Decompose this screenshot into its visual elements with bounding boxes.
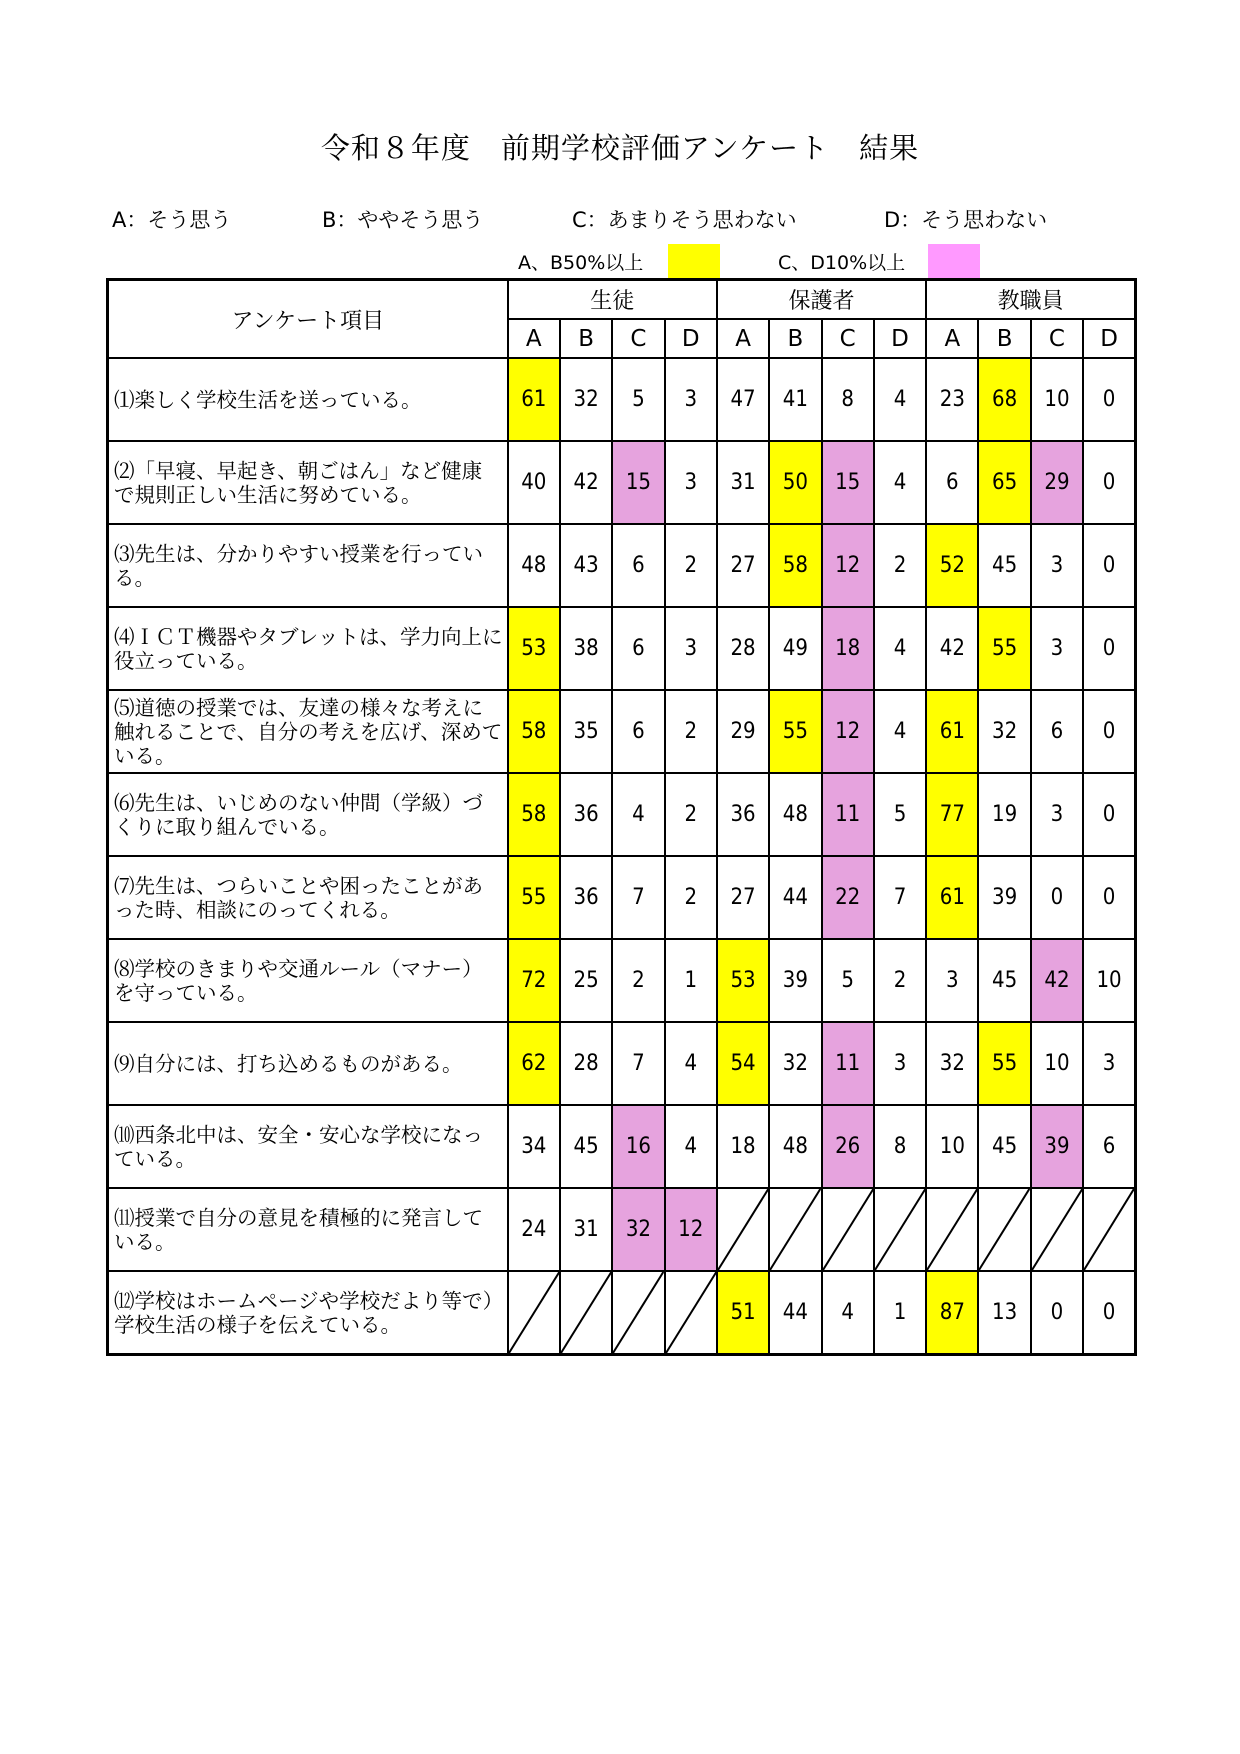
cell-staff-d: 0 bbox=[1083, 524, 1135, 607]
cell-students-d: 2 bbox=[665, 524, 717, 607]
cell-students-d: 3 bbox=[665, 441, 717, 524]
table-row bbox=[108, 1105, 1136, 1188]
cell-students-b: 31 bbox=[560, 1188, 612, 1271]
question-text: ⑽西条北中は、安全・安心な学校になっている。 bbox=[108, 1105, 508, 1188]
cell-students-a: 58 bbox=[508, 690, 560, 773]
cell-guardians-b: 48 bbox=[769, 1105, 821, 1188]
cell-students-a: 61 bbox=[508, 358, 560, 441]
cell-staff-c: 3 bbox=[1031, 773, 1083, 856]
question-text: ⑼自分には、打ち込めるものがある。 bbox=[108, 1022, 508, 1105]
cell-staff-d: 0 bbox=[1083, 441, 1135, 524]
cell-guardians-d: 4 bbox=[874, 690, 926, 773]
cell-staff-a: 32 bbox=[926, 1022, 978, 1105]
group-header-students: 生徒 bbox=[508, 280, 717, 320]
question-text: ⑿学校はホームページや学校だより等で）学校生活の様子を伝えている。 bbox=[108, 1271, 508, 1355]
cell-students-c: 2 bbox=[612, 939, 664, 1022]
cell-guardians-d: 5 bbox=[874, 773, 926, 856]
cell-staff-a: 6 bbox=[926, 441, 978, 524]
cell-guardians-a: 31 bbox=[717, 441, 769, 524]
cell-staff-a: 87 bbox=[926, 1271, 978, 1355]
cell-guardians-c: 4 bbox=[822, 1271, 874, 1355]
question-text: ⑵「早寝、早起き、朝ごはん」など健康で規則正しい生活に努めている。 bbox=[108, 441, 508, 524]
cell-guardians-a: 51 bbox=[717, 1271, 769, 1355]
cell-guardians-b: 58 bbox=[769, 524, 821, 607]
cell-students-a: 34 bbox=[508, 1105, 560, 1188]
table-row bbox=[108, 1022, 1136, 1105]
page-title: 令和８年度 前期学校評価アンケート 結果 bbox=[320, 131, 920, 165]
cell-students-a: 24 bbox=[508, 1188, 560, 1271]
legend-a: A：そう思う bbox=[112, 208, 232, 232]
not-applicable-cell bbox=[1031, 1188, 1083, 1271]
key-ab-swatch bbox=[668, 244, 720, 278]
cell-students-a: 55 bbox=[508, 856, 560, 939]
question-text: ⑹先生は、いじめのない仲間（学級）づくりに取り組んでいる。 bbox=[108, 773, 508, 856]
cell-students-b: 43 bbox=[560, 524, 612, 607]
legend-b: B：ややそう思う bbox=[322, 208, 484, 232]
cell-staff-c: 42 bbox=[1031, 939, 1083, 1022]
cell-staff-c: 3 bbox=[1031, 607, 1083, 690]
cell-guardians-d: 7 bbox=[874, 856, 926, 939]
question-text: ⑶先生は、分かりやすい授業を行っている。 bbox=[108, 524, 508, 607]
diagonal-slash-icon bbox=[927, 1189, 977, 1270]
question-text: ⑾授業で自分の意見を積極的に発言している。 bbox=[108, 1188, 508, 1271]
cell-students-c: 7 bbox=[612, 1022, 664, 1105]
cell-staff-c: 0 bbox=[1031, 1271, 1083, 1355]
cell-students-d: 2 bbox=[665, 690, 717, 773]
table-row bbox=[108, 939, 1136, 1022]
cell-guardians-c: 15 bbox=[822, 441, 874, 524]
cell-students-d: 2 bbox=[665, 856, 717, 939]
table-row bbox=[108, 358, 1136, 441]
not-applicable-cell bbox=[560, 1271, 612, 1355]
cell-staff-b: 45 bbox=[978, 939, 1030, 1022]
sub-header-d: D bbox=[1083, 319, 1135, 358]
cell-students-a: 48 bbox=[508, 524, 560, 607]
cell-students-a: 62 bbox=[508, 1022, 560, 1105]
not-applicable-cell bbox=[508, 1271, 560, 1355]
cell-students-b: 28 bbox=[560, 1022, 612, 1105]
sub-header-d: D bbox=[665, 319, 717, 358]
diagonal-slash-icon bbox=[666, 1272, 716, 1353]
diagonal-slash-icon bbox=[875, 1189, 925, 1270]
cell-students-b: 25 bbox=[560, 939, 612, 1022]
legend-c: C：あまりそう思わない bbox=[572, 208, 797, 232]
not-applicable-cell bbox=[612, 1271, 664, 1355]
cell-guardians-b: 44 bbox=[769, 856, 821, 939]
cell-guardians-b: 55 bbox=[769, 690, 821, 773]
cell-students-a: 72 bbox=[508, 939, 560, 1022]
cell-guardians-c: 18 bbox=[822, 607, 874, 690]
cell-students-c: 16 bbox=[612, 1105, 664, 1188]
question-text: ⑸道徳の授業では、友達の様々な考えに触れることで、自分の考えを広げ、深めている。 bbox=[108, 690, 508, 773]
cell-guardians-d: 4 bbox=[874, 607, 926, 690]
not-applicable-cell bbox=[769, 1188, 821, 1271]
key-ab-label: A、B50%以上 bbox=[518, 252, 644, 274]
legend-d: D：そう思わない bbox=[884, 208, 1048, 232]
cell-guardians-c: 26 bbox=[822, 1105, 874, 1188]
cell-guardians-a: 54 bbox=[717, 1022, 769, 1105]
sub-header-a: A bbox=[508, 319, 560, 358]
cell-staff-b: 65 bbox=[978, 441, 1030, 524]
cell-guardians-d: 4 bbox=[874, 441, 926, 524]
sub-header-d: D bbox=[874, 319, 926, 358]
cell-students-d: 3 bbox=[665, 358, 717, 441]
question-text: ⑴楽しく学校生活を送っている。 bbox=[108, 358, 508, 441]
sub-header-c: C bbox=[822, 319, 874, 358]
cell-guardians-b: 32 bbox=[769, 1022, 821, 1105]
cell-students-c: 6 bbox=[612, 607, 664, 690]
cell-staff-c: 6 bbox=[1031, 690, 1083, 773]
cell-staff-c: 39 bbox=[1031, 1105, 1083, 1188]
cell-staff-a: 42 bbox=[926, 607, 978, 690]
cell-students-d: 2 bbox=[665, 773, 717, 856]
cell-staff-b: 55 bbox=[978, 607, 1030, 690]
cell-students-d: 12 bbox=[665, 1188, 717, 1271]
cell-students-c: 6 bbox=[612, 690, 664, 773]
cell-students-c: 32 bbox=[612, 1188, 664, 1271]
diagonal-slash-icon bbox=[770, 1189, 820, 1270]
not-applicable-cell bbox=[1083, 1188, 1135, 1271]
cell-staff-b: 13 bbox=[978, 1271, 1030, 1355]
cell-guardians-d: 4 bbox=[874, 358, 926, 441]
cell-staff-a: 61 bbox=[926, 690, 978, 773]
diagonal-slash-icon bbox=[979, 1189, 1029, 1270]
cell-guardians-d: 2 bbox=[874, 524, 926, 607]
cell-students-c: 4 bbox=[612, 773, 664, 856]
cell-staff-b: 45 bbox=[978, 524, 1030, 607]
table-row bbox=[108, 773, 1136, 856]
cell-staff-d: 0 bbox=[1083, 607, 1135, 690]
cell-staff-b: 68 bbox=[978, 358, 1030, 441]
cell-students-d: 4 bbox=[665, 1105, 717, 1188]
cell-students-b: 36 bbox=[560, 856, 612, 939]
cell-guardians-b: 49 bbox=[769, 607, 821, 690]
question-text: ⑷ＩＣＴ機器やタブレットは、学力向上に役立っている。 bbox=[108, 607, 508, 690]
cell-staff-b: 32 bbox=[978, 690, 1030, 773]
survey-results-table bbox=[106, 278, 1137, 1356]
not-applicable-cell bbox=[926, 1188, 978, 1271]
highlight-key bbox=[0, 244, 1240, 280]
cell-staff-b: 19 bbox=[978, 773, 1030, 856]
sub-header-c: C bbox=[1031, 319, 1083, 358]
sub-header-b: B bbox=[560, 319, 612, 358]
group-header-staff: 教職員 bbox=[926, 280, 1135, 320]
sub-header-b: B bbox=[769, 319, 821, 358]
table-row bbox=[108, 1271, 1136, 1355]
cell-students-b: 42 bbox=[560, 441, 612, 524]
cell-students-c: 15 bbox=[612, 441, 664, 524]
cell-students-a: 58 bbox=[508, 773, 560, 856]
cell-guardians-c: 11 bbox=[822, 1022, 874, 1105]
cell-guardians-c: 8 bbox=[822, 358, 874, 441]
diagonal-slash-icon bbox=[823, 1189, 873, 1270]
diagonal-slash-icon bbox=[613, 1272, 663, 1353]
cell-staff-a: 3 bbox=[926, 939, 978, 1022]
not-applicable-cell bbox=[717, 1188, 769, 1271]
cell-students-b: 35 bbox=[560, 690, 612, 773]
cell-staff-a: 23 bbox=[926, 358, 978, 441]
not-applicable-cell bbox=[665, 1271, 717, 1355]
cell-students-d: 4 bbox=[665, 1022, 717, 1105]
cell-guardians-d: 1 bbox=[874, 1271, 926, 1355]
cell-students-c: 7 bbox=[612, 856, 664, 939]
cell-staff-d: 10 bbox=[1083, 939, 1135, 1022]
cell-staff-a: 77 bbox=[926, 773, 978, 856]
diagonal-slash-icon bbox=[509, 1272, 559, 1353]
cell-students-d: 3 bbox=[665, 607, 717, 690]
cell-students-a: 40 bbox=[508, 441, 560, 524]
table-row bbox=[108, 607, 1136, 690]
sub-header-a: A bbox=[717, 319, 769, 358]
table-row bbox=[108, 441, 1136, 524]
cell-staff-b: 39 bbox=[978, 856, 1030, 939]
cell-students-b: 38 bbox=[560, 607, 612, 690]
cell-guardians-a: 53 bbox=[717, 939, 769, 1022]
cell-staff-c: 0 bbox=[1031, 856, 1083, 939]
key-cd-label: C、D10%以上 bbox=[778, 252, 906, 274]
cell-guardians-b: 39 bbox=[769, 939, 821, 1022]
cell-guardians-b: 44 bbox=[769, 1271, 821, 1355]
cell-guardians-d: 8 bbox=[874, 1105, 926, 1188]
diagonal-slash-icon bbox=[1032, 1189, 1082, 1270]
cell-staff-a: 10 bbox=[926, 1105, 978, 1188]
cell-guardians-d: 3 bbox=[874, 1022, 926, 1105]
not-applicable-cell bbox=[978, 1188, 1030, 1271]
cell-staff-c: 10 bbox=[1031, 1022, 1083, 1105]
cell-guardians-a: 28 bbox=[717, 607, 769, 690]
cell-guardians-a: 29 bbox=[717, 690, 769, 773]
cell-staff-a: 61 bbox=[926, 856, 978, 939]
item-column-header: アンケート項目 bbox=[108, 280, 508, 359]
cell-staff-d: 0 bbox=[1083, 856, 1135, 939]
cell-students-c: 5 bbox=[612, 358, 664, 441]
cell-guardians-b: 50 bbox=[769, 441, 821, 524]
sub-header-b: B bbox=[978, 319, 1030, 358]
cell-guardians-a: 36 bbox=[717, 773, 769, 856]
cell-students-b: 36 bbox=[560, 773, 612, 856]
group-header-guardians: 保護者 bbox=[717, 280, 926, 320]
question-text: ⑻学校のきまりや交通ルール（マナー）を守っている。 bbox=[108, 939, 508, 1022]
cell-guardians-c: 12 bbox=[822, 690, 874, 773]
cell-staff-d: 0 bbox=[1083, 1271, 1135, 1355]
cell-staff-d: 0 bbox=[1083, 690, 1135, 773]
cell-staff-c: 29 bbox=[1031, 441, 1083, 524]
cell-staff-b: 55 bbox=[978, 1022, 1030, 1105]
cell-students-c: 6 bbox=[612, 524, 664, 607]
table-row bbox=[108, 1188, 1136, 1271]
diagonal-slash-icon bbox=[718, 1189, 768, 1270]
cell-guardians-c: 11 bbox=[822, 773, 874, 856]
cell-students-b: 45 bbox=[560, 1105, 612, 1188]
cell-guardians-a: 47 bbox=[717, 358, 769, 441]
table-row bbox=[108, 856, 1136, 939]
cell-guardians-a: 27 bbox=[717, 524, 769, 607]
cell-guardians-a: 18 bbox=[717, 1105, 769, 1188]
cell-guardians-b: 41 bbox=[769, 358, 821, 441]
cell-guardians-c: 5 bbox=[822, 939, 874, 1022]
diagonal-slash-icon bbox=[1084, 1189, 1134, 1270]
question-text: ⑺先生は、つらいことや困ったことがあった時、相談にのってくれる。 bbox=[108, 856, 508, 939]
response-legend bbox=[112, 204, 1112, 238]
sub-header-a: A bbox=[926, 319, 978, 358]
cell-students-a: 53 bbox=[508, 607, 560, 690]
cell-guardians-c: 12 bbox=[822, 524, 874, 607]
not-applicable-cell bbox=[822, 1188, 874, 1271]
cell-students-b: 32 bbox=[560, 358, 612, 441]
cell-staff-d: 0 bbox=[1083, 773, 1135, 856]
cell-staff-a: 52 bbox=[926, 524, 978, 607]
table-row bbox=[108, 524, 1136, 607]
diagonal-slash-icon bbox=[561, 1272, 611, 1353]
cell-staff-c: 10 bbox=[1031, 358, 1083, 441]
table-row bbox=[108, 690, 1136, 773]
cell-guardians-b: 48 bbox=[769, 773, 821, 856]
cell-staff-c: 3 bbox=[1031, 524, 1083, 607]
cell-staff-d: 0 bbox=[1083, 358, 1135, 441]
cell-staff-b: 45 bbox=[978, 1105, 1030, 1188]
cell-staff-d: 3 bbox=[1083, 1022, 1135, 1105]
sub-header-c: C bbox=[612, 319, 664, 358]
cell-guardians-d: 2 bbox=[874, 939, 926, 1022]
key-cd-swatch bbox=[928, 244, 980, 278]
not-applicable-cell bbox=[874, 1188, 926, 1271]
cell-guardians-c: 22 bbox=[822, 856, 874, 939]
cell-staff-d: 6 bbox=[1083, 1105, 1135, 1188]
cell-students-d: 1 bbox=[665, 939, 717, 1022]
cell-guardians-a: 27 bbox=[717, 856, 769, 939]
